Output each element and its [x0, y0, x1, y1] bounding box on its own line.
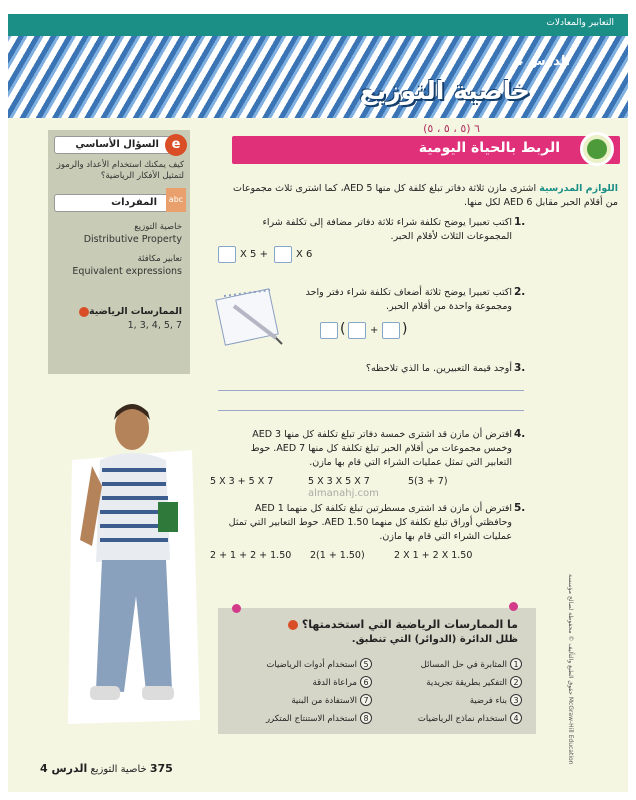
practice-circle[interactable]: 4 — [510, 712, 522, 724]
question-text: افترض أن مازن قد اشترى خمسة دفاتر تبلغ تكلفة كل منها AED 3 وخمس مجموعات من أقلام الحبر تبلغ تكلفة كل منها AED 7. حوط التعابير التي تمثل عمليات الشراء التي قام بها مازن. — [250, 429, 512, 468]
watermark: almanahj.com — [308, 488, 379, 499]
expression-part: X 5 + — [240, 249, 268, 260]
question-number: 1. — [514, 216, 526, 228]
essential-question-icon: e — [165, 134, 187, 156]
math-practices-title: الممارسات الرياضية — [88, 306, 182, 317]
real-world-banner — [232, 136, 620, 164]
expression-choice[interactable]: 2 + 1 + 2 + 1.50 — [210, 550, 292, 561]
lesson-title: خاصية التوزيع — [359, 76, 530, 105]
practice-option[interactable] — [418, 712, 522, 724]
pin-icon — [232, 604, 241, 613]
practice-circle[interactable]: 2 — [510, 676, 522, 688]
practice-label: مراعاة الدقة — [312, 678, 357, 688]
lesson-number: الدرس 4 — [514, 54, 570, 69]
vocabulary-title: المفردات — [111, 197, 157, 208]
practices-panel-subtitle: ظلل الدائرة (الدوائر) التي تنطبق. — [351, 634, 518, 645]
standards-marks: (٥ ، ٥ ، ٥) ٦ — [423, 122, 480, 135]
question-number: 2. — [514, 286, 526, 298]
vocab-term-ar: تعابير مكافئة — [137, 254, 182, 264]
math-practices-panel — [218, 608, 536, 734]
expression-part: X 6 — [296, 249, 313, 260]
answer-box[interactable] — [382, 322, 400, 339]
practice-label: الاستفادة من البنية — [291, 696, 357, 706]
question-number: 4. — [514, 428, 526, 440]
unit-strip — [8, 14, 628, 36]
vocab-term-en: Distributive Property — [83, 234, 182, 245]
practice-circle[interactable]: 7 — [360, 694, 372, 706]
footer-lesson: الدرس 4 — [40, 762, 88, 775]
math-practices-numbers: 1, 3, 4, 5, 7 — [127, 320, 182, 331]
practices-dot-icon — [288, 620, 298, 630]
vocab-term-ar: خاصية التوزيع — [134, 222, 182, 232]
practices-panel-title-text: ما الممارسات الرياضية التي استخدمتها؟ — [301, 618, 518, 631]
practices-panel-title — [285, 618, 518, 631]
expression-choice[interactable]: 5(3 + 7) — [408, 476, 448, 487]
globe-icon — [580, 132, 614, 166]
vocab-term-en: Equivalent expressions — [72, 266, 182, 277]
essential-question-title: السؤال الأساسي — [75, 139, 159, 150]
practice-circle[interactable]: 3 — [510, 694, 522, 706]
unit-label: التعابير والمعادلات — [546, 18, 614, 28]
essential-question-text: كيف يمكنك استخدام الأعداد والرموز لتمثيل الأفكار الرياضية؟ — [56, 160, 184, 181]
answer-box[interactable] — [348, 322, 366, 339]
practice-option[interactable] — [421, 658, 522, 670]
notebook-illustration — [214, 288, 288, 350]
page-number: 375 — [149, 762, 173, 775]
plus-sign: + — [370, 325, 379, 336]
lesson-banner — [8, 14, 628, 118]
paren-close: ) — [402, 321, 408, 337]
paren-open: ( — [340, 321, 346, 337]
math-practices-heading — [76, 306, 182, 317]
practice-label: استخدام أدوات الرياضيات — [266, 660, 357, 670]
vocabulary-icon: abc — [166, 188, 186, 212]
practice-option[interactable] — [426, 676, 522, 688]
practices-dot-icon — [79, 307, 89, 317]
question-text: اكتب تعبيرا يوضح تكلفة شراء ثلاثة دفاتر مضافة إلى تكلفة شراء المجموعات الثلاث لأقلام الحبر. — [262, 217, 512, 242]
practice-option[interactable] — [470, 694, 522, 706]
question-number: 3. — [514, 362, 526, 374]
practice-option[interactable] — [291, 694, 372, 706]
answer-box[interactable] — [320, 322, 338, 339]
expression-choice[interactable]: 5 X 3 X 5 X 7 — [308, 476, 370, 487]
intro-lead: اللوازم المدرسية — [539, 183, 618, 194]
practice-label: المثابرة في حل المسائل — [420, 660, 507, 670]
answer-line — [218, 390, 524, 391]
divider-line — [218, 410, 524, 411]
question-number: 5. — [514, 502, 526, 514]
intro-text: اشترى مازن ثلاثة دفاتر تبلغ كلفة كل منها AED 5، كما اشترى ثلاث مجموعات من أقلام الحبر مقابل AED 6 لكل منها. — [233, 183, 618, 208]
vocabulary-header — [54, 194, 184, 212]
question-text: أوجد قيمة التعبيرين. ما الذي تلاحظه؟ — [365, 363, 512, 374]
answer-box[interactable] — [218, 246, 236, 263]
sidebar — [48, 130, 190, 374]
practice-circle[interactable]: 5 — [360, 658, 372, 670]
practice-label: استخدام نماذج الرياضيات — [417, 714, 507, 724]
question-text: افترض أن مازن قد اشترى مسطرتين تبلغ تكلفة كل منهما AED 1 وحافظتي أوراق تبلغ تكلفة كل منهما AED 1.50. حوط التعابير التي تمثل عمليات الشراء التي قام بها مازن. — [228, 503, 512, 542]
student-photo — [62, 390, 202, 724]
answer-box[interactable] — [274, 246, 292, 263]
practice-circle[interactable]: 8 — [360, 712, 372, 724]
intro-paragraph — [222, 182, 618, 210]
footer-title: خاصية التوزيع — [90, 764, 147, 775]
expression-choice[interactable]: 2(1 + 1.50) — [310, 550, 365, 561]
practice-option[interactable] — [313, 676, 372, 688]
practice-option[interactable] — [266, 658, 372, 670]
real-world-title: الربط بالحياة اليومية — [418, 140, 560, 156]
pin-icon — [509, 602, 518, 611]
practice-option[interactable] — [266, 712, 372, 724]
practice-circle[interactable]: 1 — [510, 658, 522, 670]
practice-label: التفكير بطريقة تجريدية — [426, 678, 507, 688]
textbook-page — [8, 14, 628, 792]
practice-label: استخدام الاستنتاج المتكرر — [265, 714, 357, 724]
expression-choice[interactable]: 5 X 3 + 5 X 7 — [210, 476, 274, 487]
page-footer — [40, 762, 173, 775]
question-text: اكتب تعبيرا يوضح ثلاثة أضعاف تكلفة شراء دفتر واحد ومجموعة واحدة من أقلام الحبر. — [305, 287, 512, 312]
essential-question-header — [54, 136, 184, 154]
practice-circle[interactable]: 6 — [360, 676, 372, 688]
publisher-credit: حقوق الطبع والتأليف © محفوظة لصالح مؤسسة McGraw-Hill Education — [567, 574, 574, 765]
expression-choice[interactable]: 2 X 1 + 2 X 1.50 — [394, 550, 473, 561]
practice-label: بناء فرضية — [469, 696, 507, 706]
